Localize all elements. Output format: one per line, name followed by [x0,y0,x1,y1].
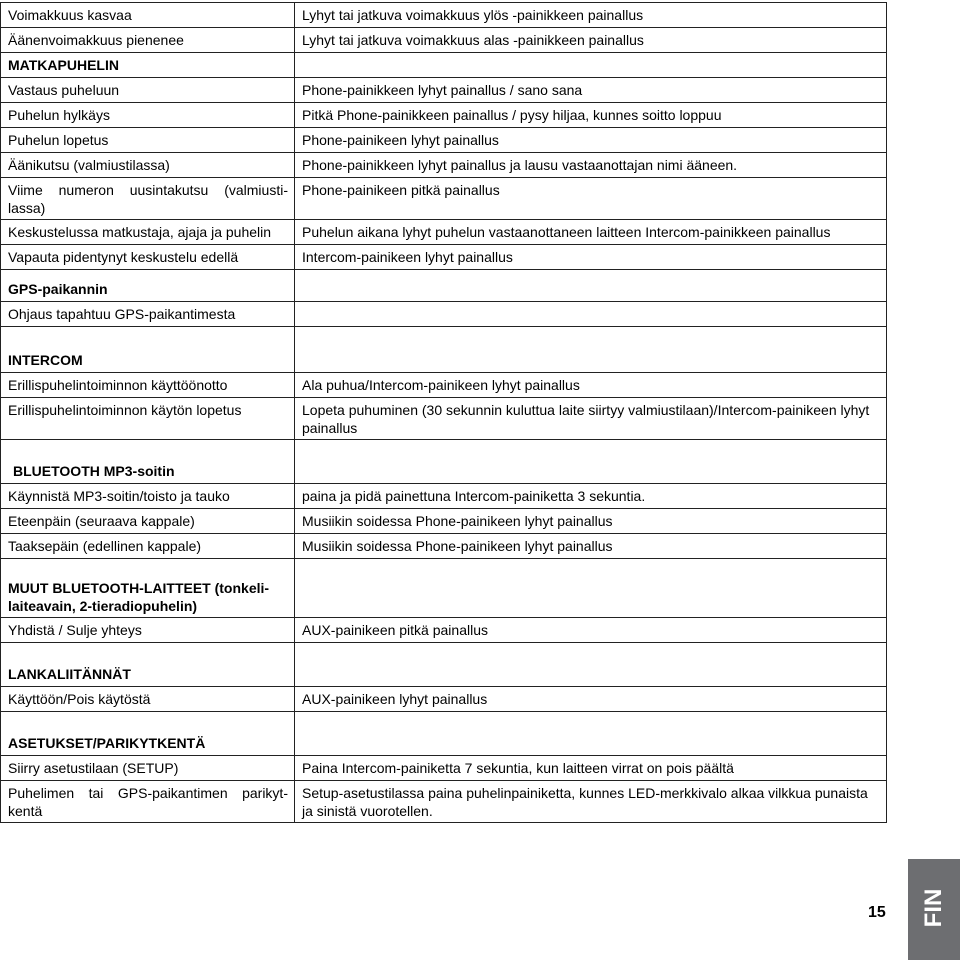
action-cell: Ohjaus tapahtuu GPS-paikantimesta [1,302,295,327]
action-cell: Keskustelussa matkustaja, ajaja ja puhelin [1,220,295,245]
action-cell: Yhdistä / Sulje yhteys [1,618,295,643]
section-row [1,643,887,687]
action-cell: Siirry asetustilaan (SETUP) [1,756,295,781]
instruction-cell: Setup-asetustilassa paina puhelinpainiketta, kunnes LED-merkkivalo alkaa vilkkua punaista ja sinistä vuorotellen. [295,781,887,823]
table-row [1,28,887,53]
table-row [1,618,887,643]
instruction-cell: Intercom-painikeen lyhyt painallus [295,245,887,270]
language-tab-label: FIN [920,888,947,928]
action-cell: Erillispuhelintoiminnon käytön lopetus [1,398,295,440]
table-row [1,756,887,781]
instruction-cell: Phone-painikkeen lyhyt painallus / sano sana [295,78,887,103]
table-row [1,781,887,823]
section-heading-intercom: INTERCOM [1,327,295,373]
action-cell: Äänikutsu (valmiustilassa) [1,153,295,178]
instruction-cell: Musiikin soidessa Phone-painikeen lyhyt painallus [295,534,887,559]
section-row [1,53,887,78]
action-cell: Vastaus puheluun [1,78,295,103]
table-row [1,220,887,245]
instruction-cell: Phone-painikeen lyhyt painallus [295,128,887,153]
instruction-cell: Pitkä Phone-painikkeen painallus / pysy hiljaa, kunnes soitto loppuu [295,103,887,128]
action-cell: Puhelun lopetus [1,128,295,153]
page-number: 15 [868,904,886,921]
instruction-table-wrapper [0,2,887,823]
section-row [1,712,887,756]
section-row [1,440,887,484]
action-cell: Vapauta pidentynyt keskustelu edellä [1,245,295,270]
empty-cell [295,712,887,756]
table-row [1,302,887,327]
language-tab [908,859,960,960]
action-cell: Erillispuhelintoiminnon käyttöönotto [1,373,295,398]
instruction-cell: paina ja pidä painettuna Intercom-painiketta 3 sekuntia. [295,484,887,509]
table-row [1,484,887,509]
instruction-cell: Lyhyt tai jatkuva voimakkuus ylös -painikkeen painallus [295,3,887,28]
action-cell: Eteenpäin (seuraava kappale) [1,509,295,534]
table-row [1,153,887,178]
empty-cell [295,270,887,302]
empty-cell [295,440,887,484]
table-row [1,128,887,153]
table-row [1,103,887,128]
instruction-cell: Lyhyt tai jatkuva voimakkuus alas -painikkeen painallus [295,28,887,53]
empty-cell [295,643,887,687]
table-row [1,398,887,440]
action-cell: Äänenvoimakkuus pienenee [1,28,295,53]
instruction-cell: AUX-painikeen lyhyt painallus [295,687,887,712]
action-cell: Puhelimen tai GPS-paikantimen parikyt-kentä [1,781,295,823]
action-cell: Voimakkuus kasvaa [1,3,295,28]
instruction-cell: Puhelun aikana lyhyt puhelun vastaanottaneen laitteen Intercom-painikkeen painallus [295,220,887,245]
table-row [1,687,887,712]
table-row [1,3,887,28]
section-row [1,270,887,302]
instruction-cell: Paina Intercom-painiketta 7 sekuntia, kun laitteen virrat on pois päältä [295,756,887,781]
table-row [1,78,887,103]
action-cell: Käynnistä MP3-soitin/toisto ja tauko [1,484,295,509]
instruction-cell: Phone-painikkeen lyhyt painallus ja lausu vastaanottajan nimi ääneen. [295,153,887,178]
instruction-cell: AUX-painikeen pitkä painallus [295,618,887,643]
table-row [1,534,887,559]
empty-cell [295,327,887,373]
action-cell: Käyttöön/Pois käytöstä [1,687,295,712]
instruction-cell: Phone-painikeen pitkä painallus [295,178,887,220]
table-row [1,509,887,534]
table-row [1,245,887,270]
action-cell: Puhelun hylkäys [1,103,295,128]
section-heading-gps: GPS-paikannin [1,270,295,302]
instruction-table [0,2,887,823]
section-heading-matkapuhelin: MATKAPUHELIN [1,53,295,78]
table-row [1,373,887,398]
action-cell: Viime numeron uusintakutsu (valmiusti-lassa) [1,178,295,220]
empty-cell [295,559,887,618]
instruction-cell: Musiikin soidessa Phone-painikeen lyhyt painallus [295,509,887,534]
section-row [1,559,887,618]
section-heading-wired: LANKALIITÄNNÄT [1,643,295,687]
empty-cell [295,53,887,78]
section-heading-settings: ASETUKSET/PARIKYTKENTÄ [1,712,295,756]
instruction-cell: Ala puhua/Intercom-painikeen lyhyt painallus [295,373,887,398]
instruction-cell: Lopeta puhuminen (30 sekunnin kuluttua laite siirtyy valmiustilaan)/Intercom-painikeen lyhyt painallus [295,398,887,440]
action-cell: Taaksepäin (edellinen kappale) [1,534,295,559]
section-heading-other-bluetooth: MUUT BLUETOOTH-LAITTEET (tonkeli-laiteavain, 2-tieradiopuhelin) [1,559,295,618]
section-row [1,327,887,373]
table-row [1,178,887,220]
instruction-cell [295,302,887,327]
section-heading-bluetooth-mp3: BLUETOOTH MP3-soitin [1,440,295,484]
